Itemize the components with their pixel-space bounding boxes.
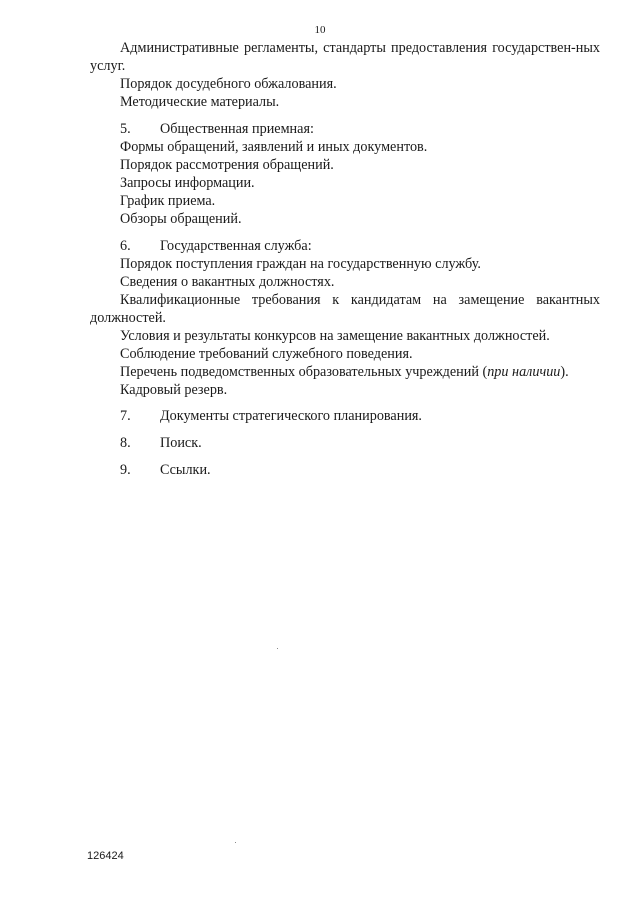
section-5-heading bbox=[90, 120, 600, 138]
section-7-heading bbox=[90, 407, 600, 425]
institutions-note: при наличии bbox=[487, 364, 561, 380]
section-7-number: 7. bbox=[120, 408, 131, 424]
section-6-item: Сведения о вакантных должностях. bbox=[120, 274, 335, 290]
section-5-number: 5. bbox=[120, 121, 131, 137]
section-8-number: 8. bbox=[120, 435, 131, 451]
section-8-title: Поиск. bbox=[160, 435, 202, 451]
scan-speck bbox=[277, 648, 278, 649]
institutions-close: ). bbox=[560, 364, 569, 380]
document-code: 126424 bbox=[87, 850, 124, 862]
item-pretrial-appeal: Порядок досудебного обжалования. bbox=[120, 76, 337, 92]
section-6-heading bbox=[90, 237, 600, 255]
section-8-heading bbox=[90, 434, 600, 452]
section-7-title: Документы стратегического планирования. bbox=[160, 408, 422, 424]
institutions-text: Перечень подведомственных образовательных учреждений ( bbox=[120, 364, 488, 380]
section-6-item: Порядок поступления граждан на государственную службу. bbox=[120, 256, 481, 272]
document-body bbox=[90, 39, 600, 479]
section-5-item: Запросы информации. bbox=[120, 175, 255, 191]
section-5-item: График приема. bbox=[120, 193, 216, 209]
item-admin-regulations: Административные регламенты, стандарты предоставления государствен-ных услуг. bbox=[90, 40, 600, 74]
section-6-item-institutions bbox=[90, 363, 600, 381]
scan-speck bbox=[235, 842, 236, 843]
page-number: 10 bbox=[314, 24, 326, 36]
section-9-title: Ссылки. bbox=[160, 462, 211, 478]
section-5-item: Порядок рассмотрения обращений. bbox=[120, 157, 334, 173]
section-6-number: 6. bbox=[120, 238, 131, 254]
section-5-title: Общественная приемная: bbox=[160, 121, 314, 137]
section-9-heading bbox=[90, 461, 600, 479]
section-6-item: Условия и результаты конкурсов на замещение вакантных должностей. bbox=[120, 328, 550, 344]
item-methodical-materials: Методические материалы. bbox=[120, 94, 280, 110]
section-6-title: Государственная служба: bbox=[160, 238, 312, 254]
section-5-item: Формы обращений, заявлений и иных документов. bbox=[120, 139, 428, 155]
section-6-item-reserve: Кадровый резерв. bbox=[120, 382, 228, 398]
section-6-item: Соблюдение требований служебного поведения. bbox=[120, 346, 413, 362]
section-6-item: Квалификационные требования к кандидатам на замещение вакантных должностей. bbox=[90, 292, 600, 326]
section-5-item: Обзоры обращений. bbox=[120, 211, 242, 227]
section-9-number: 9. bbox=[120, 462, 131, 478]
